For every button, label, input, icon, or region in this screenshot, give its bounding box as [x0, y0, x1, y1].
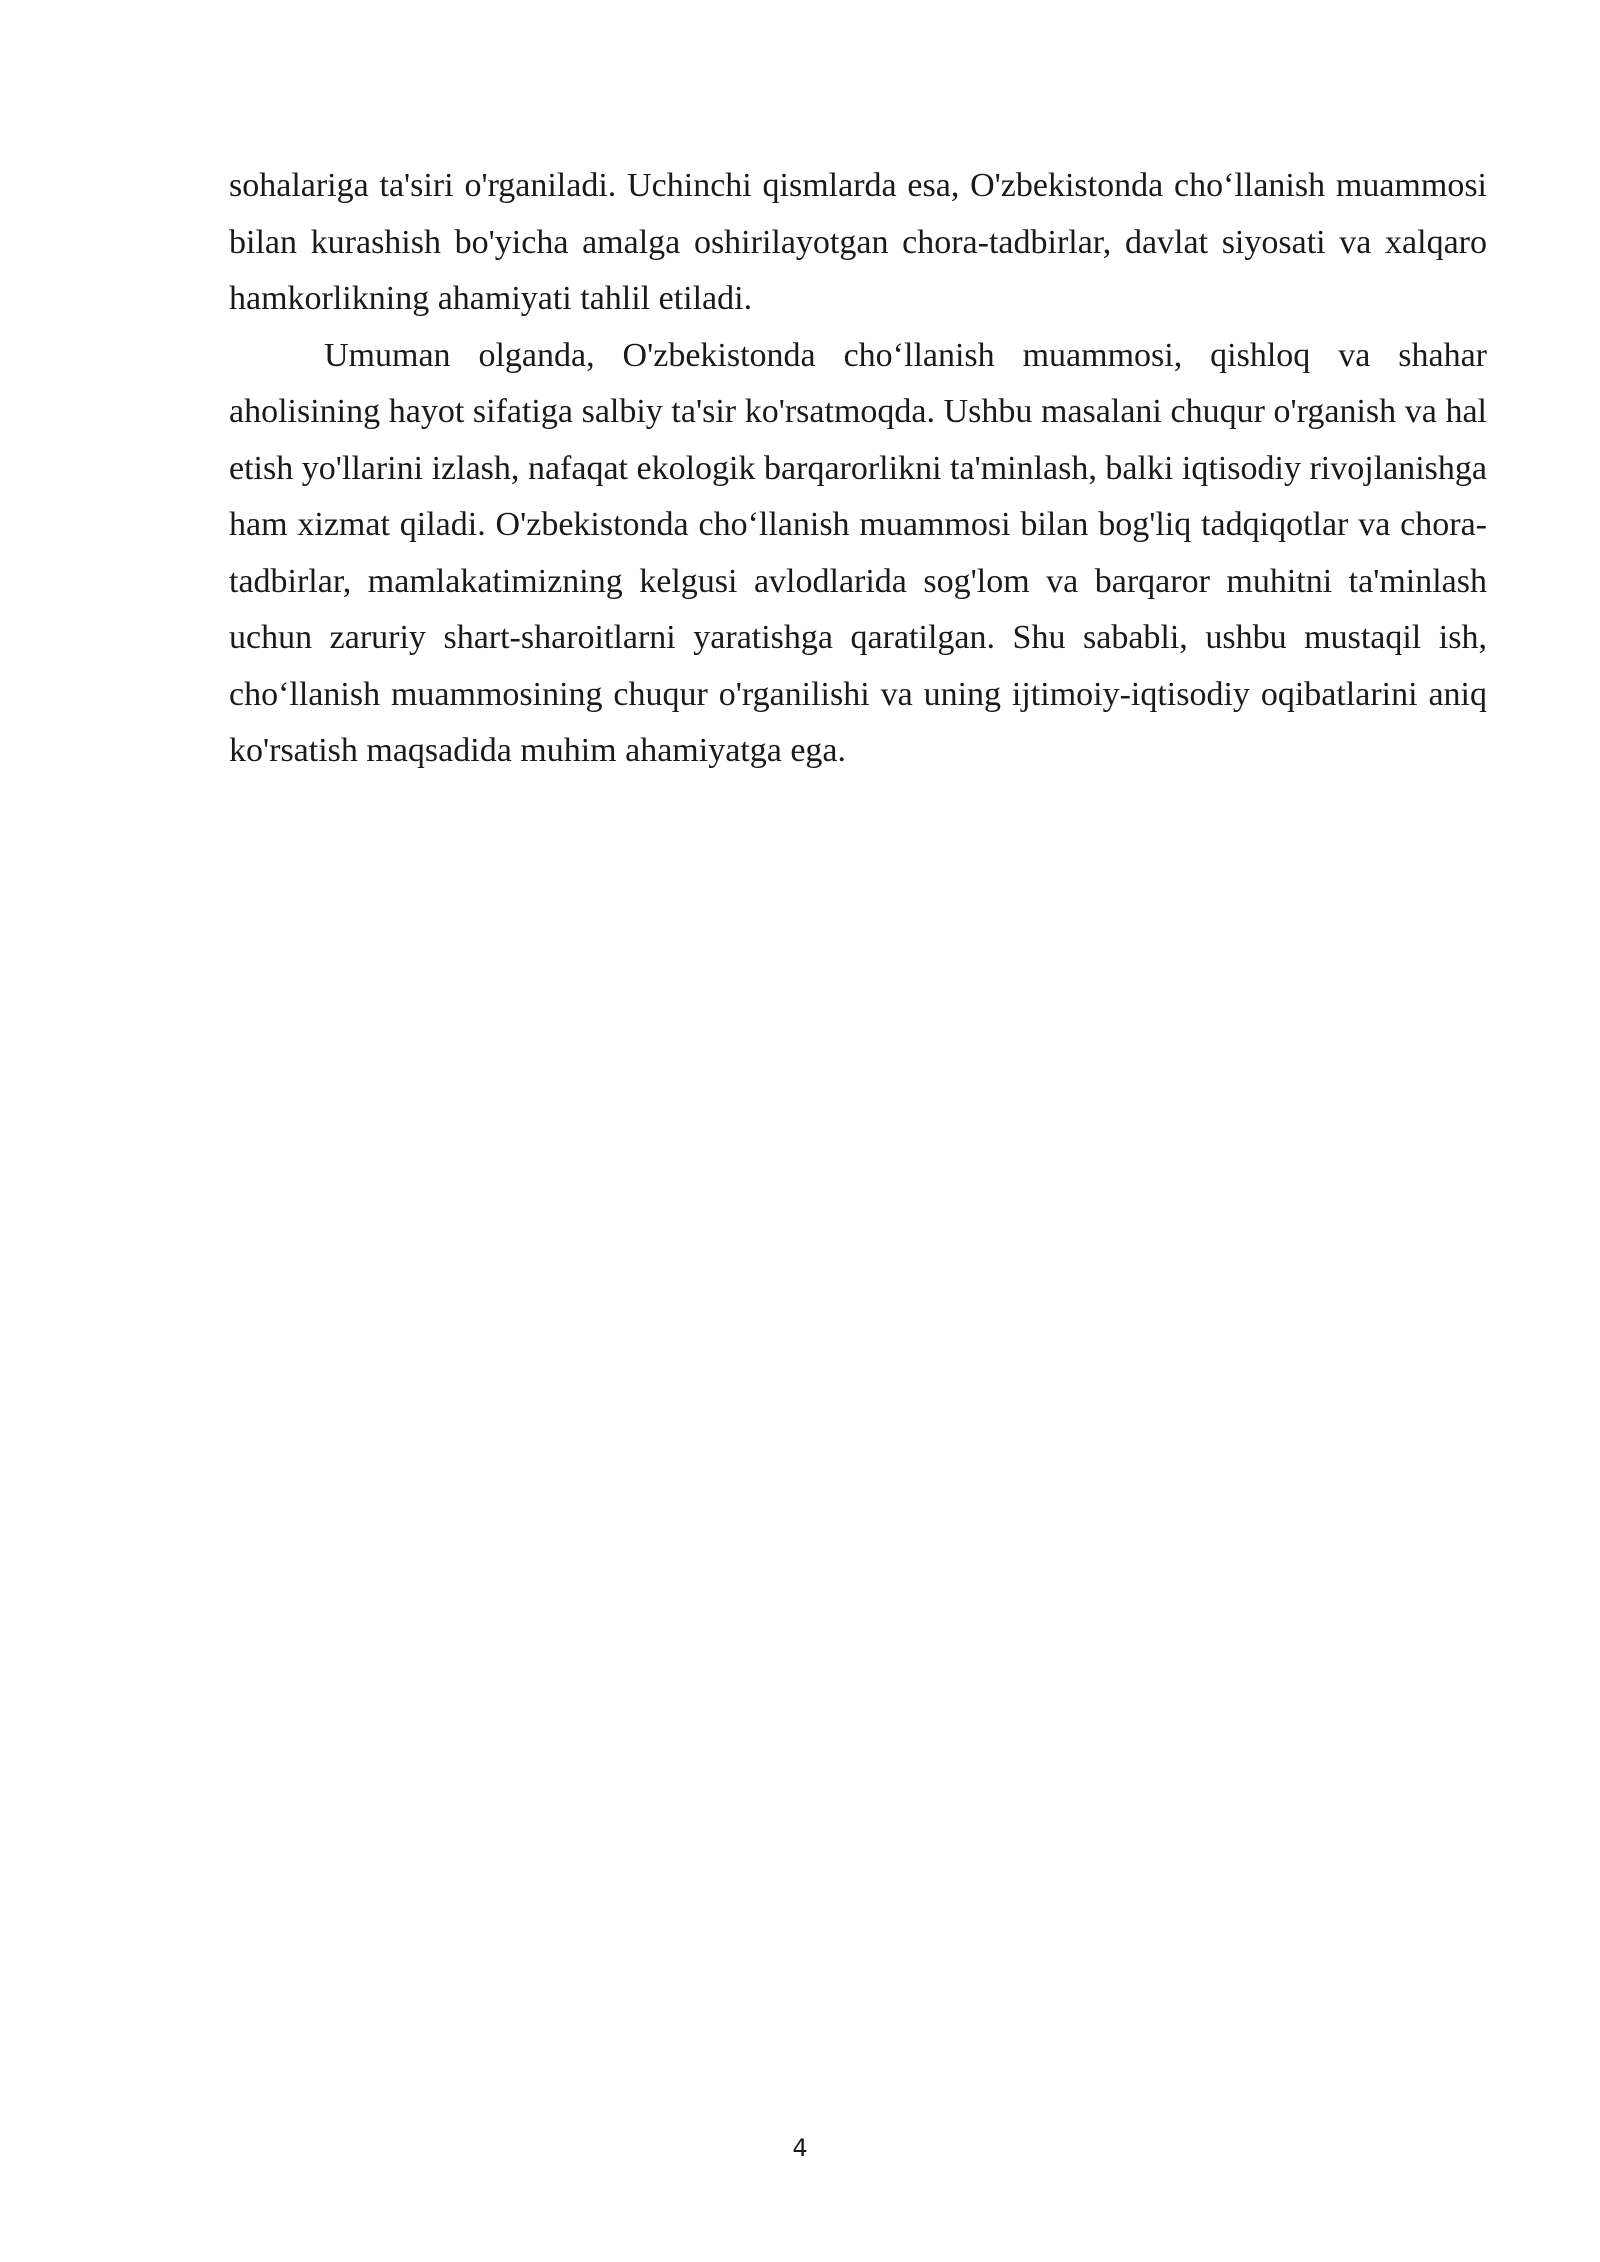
body-text	[229, 158, 1487, 780]
paragraph-conclusion: Umuman olganda, O'zbekistonda cho‘llanish muammosi, qishloq va shahar aholisining hayot sifatiga salbiy ta'sir ko'rsatmoqda. Ushbu masalani chuqur o'rganish va hal etish yo'llarini izlash, nafaqat ekologik barqarorlikni ta'minlash, balki iqtisodiy rivojlanishga ham xizmat qiladi. O'zbekistonda cho‘llanish muammosi bilan bog'liq tadqiqotlar va chora-tadbirlar, mamlakatimizning kelgusi avlodlarida sog'lom va barqaror muhitni ta'minlash uchun zaruriy shart-sharoitlarni yaratishga qaratilgan. Shu sababli, ushbu mustaqil ish, cho‘llanish muammosining chuqur o'rganilishi va uning ijtimoiy-iqtisodiy oqibatlarini aniq ko'rsatish maqsadida muhim ahamiyatga ega.	[229, 336, 1487, 769]
paragraph-continuation: sohalariga ta'siri o'rganiladi. Uchinchi qismlarda esa, O'zbekistonda cho‘llanish muammosi bilan kurashish bo'yicha amalga oshirilayotgan chora-tadbirlar, davlat siyosati va xalqaro hamkorlikning ahamiyati tahlil etiladi.	[229, 167, 1487, 317]
page-number: 4	[792, 2134, 808, 2162]
